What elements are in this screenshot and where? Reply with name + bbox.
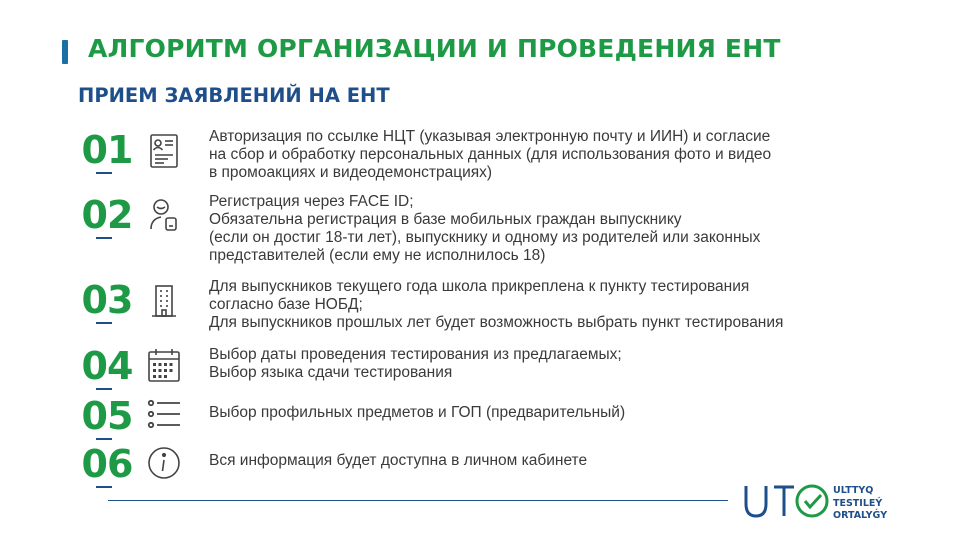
step-number: 05: [78, 396, 136, 436]
step-text: [209, 452, 889, 470]
list-icon: [146, 396, 182, 434]
page-title: АЛГОРИТМ ОРГАНИЗАЦИИ И ПРОВЕДЕНИЯ ЕНТ: [88, 34, 781, 63]
step-text-line: Авторизация по ссылке НЦТ (указывая электронную почту и ИИН) и согласие: [209, 128, 771, 145]
step-text: [209, 193, 889, 265]
step-number: 06: [78, 444, 136, 484]
logo-text-line: ORTALYǴY: [833, 510, 888, 521]
step-text-line: согласно базе НОБД;: [209, 296, 363, 313]
logo-text: [833, 485, 887, 523]
step-text-line: представителей (если ему не исполнилось 18): [209, 247, 546, 264]
step-number: 03: [78, 280, 136, 320]
title-accent-bar: [62, 40, 68, 64]
step-number: 02: [78, 195, 136, 235]
step-text-line: Для выпускников прошлых лет будет возможность выбрать пункт тестирования: [209, 314, 784, 331]
step-text-line: Для выпускников текущего года школа прикреплена к пункту тестирования: [209, 278, 750, 295]
step-text: [209, 404, 889, 422]
utc-logo: [742, 482, 832, 522]
step-text: [209, 346, 889, 382]
step-text: [209, 128, 889, 182]
step-number: 01: [78, 130, 136, 170]
footer-divider: [108, 500, 728, 501]
logo-text-line: ULTTYQ: [833, 485, 874, 496]
step-text-line: Выбор языка сдачи тестирования: [209, 364, 453, 381]
step-text-line: Вся информация будет доступна в личном кабинете: [209, 452, 588, 469]
face-id-icon: [146, 195, 182, 233]
step-text-line: на сбор и обработку персональных данных (для использования фото и видео: [209, 146, 772, 163]
building-icon: [146, 282, 182, 320]
id-card-icon: [146, 132, 182, 170]
section-subtitle: ПРИЕМ ЗАЯВЛЕНИЙ НА ЕНТ: [78, 84, 390, 107]
info-icon: [146, 444, 182, 482]
step-text-line: Выбор даты проведения тестирования из предлагаемых;: [209, 346, 622, 363]
step-text-line: (если он достиг 18-ти лет), выпускнику и одному из родителей или законных: [209, 229, 761, 246]
step-text-line: Обязательна регистрация в базе мобильных граждан выпускнику: [209, 211, 682, 228]
step-number: 04: [78, 346, 136, 386]
calendar-icon: [146, 346, 182, 384]
step-text-line: Регистрация через FACE ID;: [209, 193, 414, 210]
logo-text-line: TESTILEÝ: [833, 497, 883, 509]
step-text: [209, 278, 889, 332]
step-text-line: в промоакциях и видеодемонстрациях): [209, 164, 493, 181]
step-text-line: Выбор профильных предметов и ГОП (предварительный): [209, 404, 626, 421]
